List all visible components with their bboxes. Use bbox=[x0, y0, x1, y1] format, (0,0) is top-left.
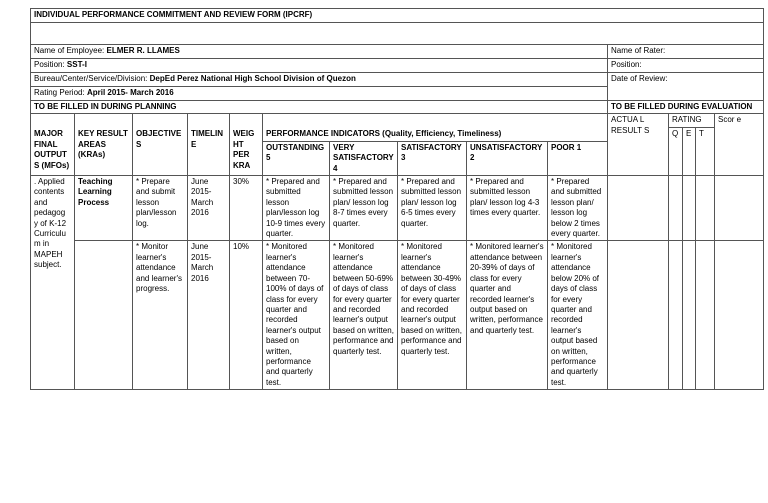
row-actual-results bbox=[608, 176, 669, 241]
row-mfo: . Applied contents and pedagog y of K-12 Curriculu m in MAPEH subject. bbox=[31, 176, 75, 390]
rater-name: Name of Rater: bbox=[608, 45, 764, 59]
row-unsatisfactory: * Monitored learner's attendance between 20-39% of days of class for every quarter and recorded learner's output based on written, performance and quarterly test. bbox=[467, 241, 548, 390]
row-rating-e bbox=[683, 176, 696, 241]
row-objective: * Prepare and submit lesson plan/lesson log. bbox=[133, 176, 188, 241]
row-rating-t bbox=[696, 241, 715, 390]
planning-label: TO BE FILLED IN DURING PLANNING bbox=[31, 101, 608, 114]
row-timeline: June 2015-March 2016 bbox=[188, 241, 230, 390]
col-unsatisfactory: UNSATISFACTORY 2 bbox=[467, 141, 548, 175]
col-kra: KEY RESULT AREAS (KRAs) bbox=[75, 114, 133, 176]
row-very-satisfactory: * Monitored learner's attendance between 50-69% of days of class for every quarter and recorded learner's output based on written, performance and quarterly test. bbox=[330, 241, 398, 390]
col-weight: WEIG HT PER KRA bbox=[230, 114, 263, 176]
employee-name-value: ELMER R. LLAMES bbox=[106, 46, 180, 55]
row-rating-q bbox=[669, 176, 683, 241]
form-title: INDIVIDUAL PERFORMANCE COMMITMENT AND REVIEW FORM (IPCRF) bbox=[31, 9, 764, 23]
row-satisfactory: * Prepared and submitted lesson plan/ lesson log 6-5 times every quarter. bbox=[398, 176, 467, 241]
col-very-satisfactory: VERY SATISFACTORY 4 bbox=[330, 141, 398, 175]
row-outstanding: * Prepared and submitted lesson plan/lesson log 10-9 times every quarter. bbox=[263, 176, 330, 241]
row-rating-q bbox=[669, 241, 683, 390]
row-rating-e bbox=[683, 241, 696, 390]
col-mfo: MAJOR FINAL OUTPUT S (MFOs) bbox=[31, 114, 75, 176]
rating-period-value: April 2015- March 2016 bbox=[86, 88, 174, 97]
row-unsatisfactory: * Prepared and submitted lesson plan/ lesson log 4-3 times every quarter. bbox=[467, 176, 548, 241]
rater-position: Position: bbox=[608, 59, 764, 73]
row-very-satisfactory: * Prepared and submitted lesson plan/ lesson log 8-7 times every quarter. bbox=[330, 176, 398, 241]
table-row bbox=[31, 241, 764, 390]
ipcrf-table bbox=[30, 8, 764, 390]
col-poor: POOR 1 bbox=[548, 141, 608, 175]
employee-position-value: SST-I bbox=[66, 60, 87, 69]
row-weight: 10% bbox=[230, 241, 263, 390]
employee-name: Name of Employee: ELMER R. LLAMES bbox=[31, 45, 608, 59]
col-objectives: OBJECTIVES bbox=[133, 114, 188, 176]
col-outstanding: OUTSTANDING 5 bbox=[263, 141, 330, 175]
col-rating-q: Q bbox=[669, 127, 683, 175]
col-rating-e: E bbox=[683, 127, 696, 175]
date-of-review: Date of Review: bbox=[608, 73, 764, 101]
col-actual-results: ACTUA L RESULT S bbox=[608, 114, 669, 176]
col-performance-indicators: PERFORMANCE INDICATORS (Quality, Efficiency, Timeliness) bbox=[263, 114, 608, 141]
evaluation-label: TO BE FILLED DURING EVALUATION bbox=[608, 101, 764, 114]
col-score: Scor e bbox=[715, 114, 764, 176]
col-rating-t bbox=[696, 127, 715, 175]
row-rating-t bbox=[696, 176, 715, 241]
row-score bbox=[715, 241, 764, 390]
row-score bbox=[715, 176, 764, 241]
row-weight: 30% bbox=[230, 176, 263, 241]
row-poor: * Monitored learner's attendance below 20% of days of class for every quarter and recorded learner's output based on written, performance and quarterly test. bbox=[548, 241, 608, 390]
row-outstanding: * Monitored learner's attendance between 70-100% of days of class for every quarter and recorded learner's output based on written, performance and quarterly test. bbox=[263, 241, 330, 390]
col-rating-t-label: T bbox=[699, 128, 704, 138]
rating-period: Rating Period: April 2015- March 2016 bbox=[31, 87, 608, 101]
employee-bureau-value: DepEd Perez National High School Division of Quezon bbox=[149, 74, 356, 83]
row-actual-results bbox=[608, 241, 669, 390]
row-poor: * Prepared and submitted lesson plan/ lesson log below 2 times every quarter. bbox=[548, 176, 608, 241]
col-satisfactory: SATISFACTORY 3 bbox=[398, 141, 467, 175]
spacer-row bbox=[31, 23, 764, 45]
row-objective: * Monitor learner's attendance and learner's progress. bbox=[133, 241, 188, 390]
employee-position: Position: SST-I bbox=[31, 59, 608, 73]
col-rating: RATING bbox=[669, 114, 715, 127]
table-row bbox=[31, 176, 764, 241]
row-timeline: June 2015-March 2016 bbox=[188, 176, 230, 241]
col-timeline: TIMELIN E bbox=[188, 114, 230, 176]
row-kra: Teaching Learning Process bbox=[75, 176, 133, 241]
row-kra bbox=[75, 241, 133, 390]
row-satisfactory: * Monitored learner's attendance between 30-49% of days of class for every quarter and recorded learner's output based on written, performance and quarterly test. bbox=[398, 241, 467, 390]
employee-bureau: Bureau/Center/Service/Division: DepEd Perez National High School Division of Quezon bbox=[31, 73, 608, 87]
